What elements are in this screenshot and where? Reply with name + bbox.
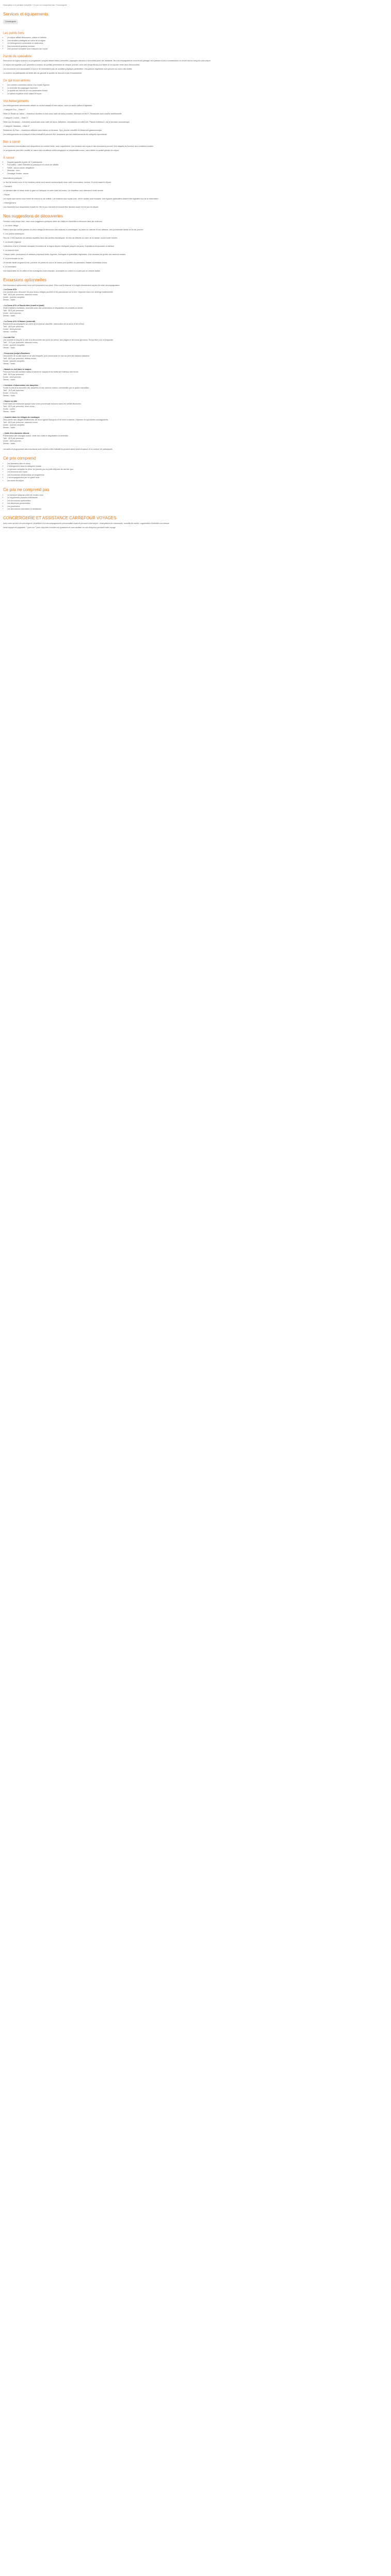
bullet-item: • La pension complète du dîner du premier jour au petit-déjeuner du dernier jour [7, 468, 388, 471]
excursion-title: • Visite d'un domaine viticole [3, 432, 29, 434]
paragraph: Des excursions optionnelles vous sont proposées sur place. Elles sont à réserver et à régler directement auprès de votre accompagnateur. [3, 284, 120, 286]
bullet-item: • Santé : aucun vaccin obligatoire [7, 167, 388, 170]
paragraph: 2. Les jardins botaniques [3, 232, 25, 235]
excursion-line: Une journée le long de la côte à la découverte des ports de pêche, des plages et des tours génoises. Temps libre pour la baignade. [3, 338, 113, 341]
excursion-title: • Balade en 4x4 dans le maquis [3, 368, 31, 370]
excursion-line: Découverte de la ville haute et de ses remparts, puis promenade en mer au pied des falaises calcaires. [3, 354, 90, 357]
excursion-line: Tarif : 70 € par personne, déjeuner inclus. [3, 341, 38, 344]
paragraph: Hôtel Le Relais du Vallon – chambres doubles ou twin avec salle de bains privative, télévision et Wi-Fi. Restaurant avec cuisine traditionnelle. [3, 112, 122, 115]
paragraph: Plus de 2 000 espèces de plantes réparties dans des jardins thématiques. Un lieu de détente au cœur de la nature, ouvert toute l'année. [3, 236, 118, 239]
excursion-line: Présentation des cépages locaux, visite des chais et dégustation commentée. [3, 434, 69, 437]
section-heading: Nos suggestions de découvertes [3, 213, 63, 218]
paragraph: Les chambres sont disponibles à partir de 15h le jour d'arrivée et doivent être libérées avant 11h le jour du départ. [3, 206, 99, 208]
bullet-item: • Les soirées conviviales autour d'un repas régional [7, 84, 388, 87]
excursion-line: Niveau : facile. [3, 442, 16, 445]
bullet-list [3, 463, 388, 482]
excursion-line: Découverte des villages traditionnels, de leurs églises baroques et de leurs fontaines. Déjeuner de spécialités montagnardes. [3, 418, 109, 421]
paragraph: Les tarifs et programmes des excursions sont donnés à titre indicatif et peuvent varier selon la saison et le nombre de participants. [3, 448, 113, 450]
paragraph: Les repas sont servis sous forme de menus ou de buffets. Les boissons aux repas (eau, vin en carafe) sont incluses. Les régimes particuliers doivent être signalés lors de la réservation. [3, 197, 159, 200]
excursion-title: • Soirée en ville [3, 400, 18, 402]
bullet-item: • Un hébergement confortable et chaleureux [7, 42, 388, 45]
excursion-line: Niveau : modéré. [3, 330, 18, 333]
paragraph: • Transfert [3, 185, 12, 188]
bullet-list [3, 494, 388, 511]
bullet-item: • La diversité des paysages traversés [7, 87, 388, 90]
paragraph: Pendant votre temps libre, nous vous suggérons quelques idées de visites et d'activités à découvrir dans les environs. [3, 220, 103, 223]
excursion-item [3, 416, 388, 429]
bullet-item: • La qualité de l'accueil de nos partenaires locaux [7, 90, 388, 92]
paragraph: • Hébergement [3, 201, 16, 204]
paragraph: Un sentier facile longeant le lac, ponctué de points de vue et de bancs pour profiter du panorama. Balade accessible à tous. [3, 261, 108, 264]
paragraph: Le nombre de participants est limité afin de garantir la qualité de l'accueil et de l'encadrement. [3, 72, 83, 74]
paragraph: Avec notre service de conciergerie, bénéficiez d'un accompagnement personnalisé avant et pendant votre séjour : réservations de restaurants, conseils de visites, organisation d'activités sur mesure. [3, 522, 170, 524]
excursion-line: Tarif : 45 € par personne. [3, 325, 24, 328]
paragraph: 4. Le marché local [3, 249, 19, 251]
excursion-title: • La Corse d'Or [3, 288, 17, 291]
excursion-line: Durée : demi-journée. [3, 328, 22, 330]
paragraph: Les excursions sont accessibles à tous et ne nécessitent pas de condition physique particulière. Des pauses régulières sont prévues au cours des visites. [3, 68, 133, 70]
bullet-item: • Les boissons aux repas [7, 471, 388, 473]
bullet-item: • Le rythme équilibré entre visites et repos [7, 93, 388, 95]
bullet-item: • L'hébergement dans la catégorie choisie [7, 465, 388, 468]
excursion-line: Durée : soirée. [3, 408, 16, 410]
paragraph: 5. La promenade du lac [3, 257, 23, 260]
excursion-item [3, 352, 388, 365]
excursion-line: Tarif : 60 € par personne. [3, 373, 24, 376]
paragraph: • Catégorie Eco – Hôtel 2* [3, 108, 25, 111]
excursion-line: Niveau : facile. [3, 362, 16, 365]
bullet-item: • Départs garantis à partir de 2 participants [7, 161, 388, 164]
bullet-item: • Formalités : carte d'identité ou passeport en cours de validité [7, 164, 388, 166]
paragraph: Le transfert aller et retour entre la gare ou l'aéroport et votre hôtel est inclus. Un chauffeur vous attendra à votre arrivée. [3, 189, 104, 192]
paragraph: Les chambres individuelles sont disponibles en nombre limité, avec supplément. Les horaires des repas et des excursions peuvent être adaptés en fonction des conditions locales. [3, 145, 154, 147]
excursion-line: Niveau : facile. [3, 378, 16, 381]
excursion-line: Tarif : 40 € par personne. [3, 437, 24, 439]
excursion-title: • Journée dans les villages de montagne [3, 416, 40, 418]
excursion-line: Tarif : 75 € par personne. [3, 389, 24, 392]
bullet-item: • L'accompagnement par un guide local [7, 477, 388, 479]
bullet-item: • Les excursions mentionnées au programme [7, 474, 388, 477]
section-excursions [3, 278, 388, 451]
excursion-title: • Croisière d'observation des dauphins [3, 384, 39, 386]
excursion-line: Durée : demi-journée. [3, 312, 22, 314]
excursion-line: Tarif : 65 € par personne, déjeuner inclus. [3, 421, 38, 423]
paragraph: Découvrez la région à travers un programme complet alliant visites culturelles, paysages naturels et rencontres avec les habitants. Nos accompagnateurs vous feront partager leur passion et leur connaissance du terroir tout au long de votre séjour. [3, 60, 211, 62]
paragraph: Flânez dans les ruelles pavées du vieux village et découvrez ses maisons à colombages, sa place du marché et ses artisans. Une promenade idéale en fin de journée. [3, 228, 144, 231]
section-heading: Ce prix comprend [3, 455, 36, 461]
content [3, 12, 388, 529]
subheading: Les points forts [3, 32, 24, 35]
excursion-item [3, 320, 388, 333]
paragraph: Collections d'art et d'histoire retraçant l'évolution de la région depuis l'Antiquité jusqu'à nos jours. Expositions temporaires et ateliers. [3, 245, 115, 247]
excursion-line: Durée : journée complète. [3, 423, 25, 426]
section-suggestions [3, 214, 388, 273]
excursion-line: Durée : demi-journée. [3, 376, 22, 378]
subheading: Bon à savoir [3, 140, 21, 144]
section-heading: Excursions optionnelles [3, 277, 47, 282]
excursion-title: • La côte Est [3, 336, 14, 338]
section-comprend [3, 456, 388, 482]
paragraph: Informations pratiques [3, 177, 22, 179]
bullet-item: • Le supplément chambre individuelle [7, 497, 388, 499]
excursion-line: Durée : journée complète. [3, 360, 25, 362]
paragraph: Vue imprenable sur la vallée et les montagnes environnantes. Accessible en voiture ou à pied par un chemin balisé. [3, 269, 101, 272]
excursion-line: Une journée pour découvrir les plus beaux villages perchés et les panoramas sur la mer. Déjeuner dans une auberge traditionnelle. [3, 291, 114, 293]
subheading: Parole de spécialiste [3, 55, 32, 58]
subheading: Ce qui nous aimons [3, 79, 31, 82]
excursion-line: Visite d'ateliers d'artisans, rencontre avec des producteurs et dégustation de produits du terroir. [3, 307, 84, 309]
paragraph: • Repas [3, 193, 10, 196]
paragraph: 6. Le belvédère [3, 265, 17, 268]
bullet-list [3, 84, 388, 95]
excursion-line: Niveau : facile. [3, 298, 16, 301]
bullet-item: • Décalage horaire : aucun [7, 173, 388, 175]
section-heading: Ce prix ne comprend pas [3, 487, 50, 492]
excursion-line: Sortie en mer à la rencontre des dauphins et des oiseaux marins, commentée par un guide naturaliste. [3, 386, 90, 389]
bullet-item: • Des excursions guidées incluses [7, 45, 388, 48]
paragraph: Notre équipe est joignable 7 jours sur 7 pour répondre à toutes vos questions et vous assister en cas d'imprévu pendant votre voyage. [3, 527, 117, 529]
subheading: À savoir [3, 156, 14, 160]
excursion-line: Durée : demi-journée. [3, 439, 22, 442]
paragraph: Chaque matin, producteurs et artisans proposent fruits, légumes, fromages et spécialités régionales. Une occasion de goûter aux saveurs locales. [3, 253, 126, 256]
bullet-item: • Les taxes de séjour [7, 480, 388, 482]
excursion-line: Randonnée accompagnée au cœur de la réserve naturelle, observation de la faune et de la flore. [3, 323, 85, 325]
paragraph: • Catégorie Standard – Hôtel 4* [3, 125, 30, 127]
excursion-title: • Excursion jusqu'à Bonifacio [3, 352, 30, 354]
bullet-item: • Une situation privilégiée au cœur de la région [7, 40, 388, 42]
excursion-line: Niveau : facile. [3, 346, 16, 349]
excursion-line: Durée : journée complète. [3, 296, 25, 298]
excursion-item [3, 400, 388, 413]
bullet-item: • Un séjour alliant découverte, culture et détente [7, 37, 388, 39]
paragraph: Les hébergements sélectionnés offrent un confort adapté à votre séjour, dans un cadre calme et agréable. [3, 104, 93, 107]
page [0, 0, 391, 536]
excursion-title: • La Corse d'Or et Nature (vendredi) [3, 320, 36, 323]
excursion-item [3, 384, 388, 397]
excursion-line: Niveau : facile. [3, 410, 16, 413]
conciergerie-tag[interactable]: Conciergerie [3, 20, 18, 24]
excursion-title: • La Corse d'Or et Savoir-faire (mardi et jeudi) [3, 304, 44, 307]
bullet-item: • Les dépenses personnelles [7, 502, 388, 505]
bullet-item: • Les transferts aller et retour [7, 463, 388, 465]
excursion-line: Tarif : 65 € par personne, déjeuner inclus. [3, 293, 38, 296]
excursion-item [3, 432, 388, 445]
paragraph: • Catégorie Confort – Hôtel 3* [3, 116, 28, 119]
breadcrumb: Description à la pension complète / Ce prix ne comprend pas / Conciergerie [3, 4, 67, 6]
excursion-line: Parcours hors des sentiers battus à travers le maquis et les forêts de l'intérieur des terres. [3, 370, 79, 373]
excursion-line: Niveau : facile. [3, 314, 16, 317]
excursion-line: Niveau : facile. [3, 426, 16, 429]
excursion-line: Durée : journée complète. [3, 344, 25, 346]
paragraph: Hôtel Les Terrasses – chambres spacieuses avec salle de bains, télévision, climatisation et coffre-fort. Piscine extérieure, bar et terrasse panoramique. [3, 121, 131, 123]
bullet-item: • Le transport jusqu'au point de rendez-vous [7, 494, 388, 497]
bullet-list [3, 37, 388, 50]
bullet-item: • Une pension complète avec boissons aux repas [7, 48, 388, 50]
bullet-list [3, 161, 388, 175]
paragraph: 3. Le musée régional [3, 241, 21, 243]
section-heading: CONCIERGERIE ET ASSISTANCE CARREFOUR VOYAGES [3, 516, 117, 520]
excursion-line: Tarif : 85 € par personne, bateau inclus. [3, 357, 37, 360]
excursion-item [3, 336, 388, 349]
bullet-item: • Les excursions optionnelles [7, 500, 388, 502]
section-ne-comprend [3, 487, 388, 511]
section-services [3, 12, 388, 209]
section-heading: Services et équipements [3, 12, 48, 16]
paragraph: Le programme peut être modifié en raison des conditions météorologiques ou d'impératifs locaux, sans altérer la qualité globale du séjour. [3, 149, 120, 151]
excursion-line: Durée : 3 heures. [3, 392, 18, 394]
excursion-line: Tarif : 55 € par personne. [3, 309, 24, 312]
excursion-item [3, 289, 388, 301]
paragraph: Le lieu de rendez-vous et les horaires précis vous seront communiqués avec votre convocation, environ 10 jours avant le départ. [3, 181, 111, 183]
excursion-line: Dîner dans un restaurant typique suivi d'une promenade nocturne dans les ruelles illuminées. [3, 402, 82, 405]
paragraph: Résidence du Parc – chambres raffinées avec balcon ou terrasse. Spa, piscine chauffée et restaurant gastronomique. [3, 129, 103, 131]
excursion-item [3, 368, 388, 381]
subheading: Vos hébergements [3, 99, 29, 103]
bullet-item: • Les assurances annulation et assistance [7, 508, 388, 511]
excursion-line: Niveau : facile. [3, 394, 16, 397]
bullet-item: • Les pourboires [7, 505, 388, 508]
excursion-item [3, 304, 388, 317]
paragraph: Le séjour est organisé pour permettre à chacun de profiter pleinement de chaque journée, avec des temps libres pour flâner et se reposer entre deux découvertes. [3, 64, 140, 66]
excursion-line: Tarif : 50 € par personne, dîner inclus. [3, 405, 35, 408]
paragraph: Les hébergements sont indiqués à titre indicatif et peuvent être remplacés par des établissements de catégorie équivalente. [3, 133, 107, 135]
paragraph: 1. Le vieux village [3, 224, 19, 227]
section-conciergerie [3, 516, 388, 529]
bullet-item: • Monnaie : euro [7, 170, 388, 172]
